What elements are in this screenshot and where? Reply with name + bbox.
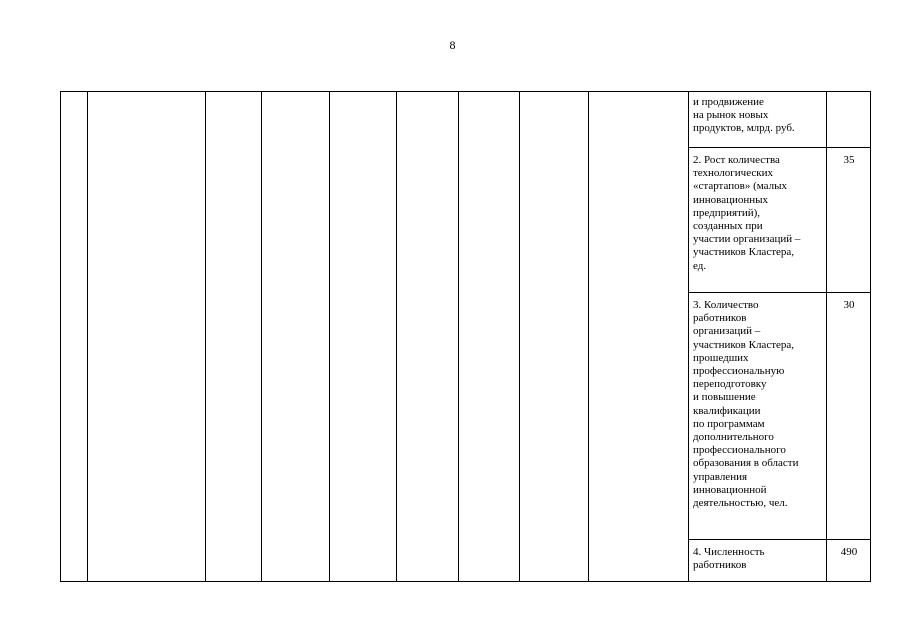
value-cell: 35 — [843, 154, 855, 166]
table-border-top — [60, 91, 871, 92]
column-border — [329, 91, 330, 582]
row-separator — [688, 539, 871, 540]
value-cell: 490 — [840, 546, 858, 558]
table-border-bottom — [60, 581, 871, 582]
column-border — [261, 91, 262, 582]
column-border — [205, 91, 206, 582]
indicator-cell: 4. Численность работников — [693, 546, 765, 572]
value-cell: 30 — [843, 299, 855, 311]
row-separator — [688, 147, 871, 148]
column-border — [60, 91, 61, 582]
indicator-cell: 2. Рост количества технологических «стартапов» (малых инновационных предприятий), созданных при участии организаций – участников Кластера, ед. — [693, 154, 801, 272]
column-border — [688, 91, 689, 582]
indicator-cell: и продвижение на рынок новых продуктов, млрд. руб. — [693, 96, 795, 135]
row-separator — [688, 292, 871, 293]
indicator-cell: 3. Количество работников организаций – участников Кластера, прошедших профессиональную переподготовку и повышение квалификации по программам дополнительного профессионального образования в области управления инновационной деятельностью, чел. — [693, 299, 799, 510]
column-border — [588, 91, 589, 582]
column-border — [87, 91, 88, 582]
column-border — [396, 91, 397, 582]
page-number: 8 — [449, 38, 456, 52]
column-border — [519, 91, 520, 582]
column-border — [458, 91, 459, 582]
